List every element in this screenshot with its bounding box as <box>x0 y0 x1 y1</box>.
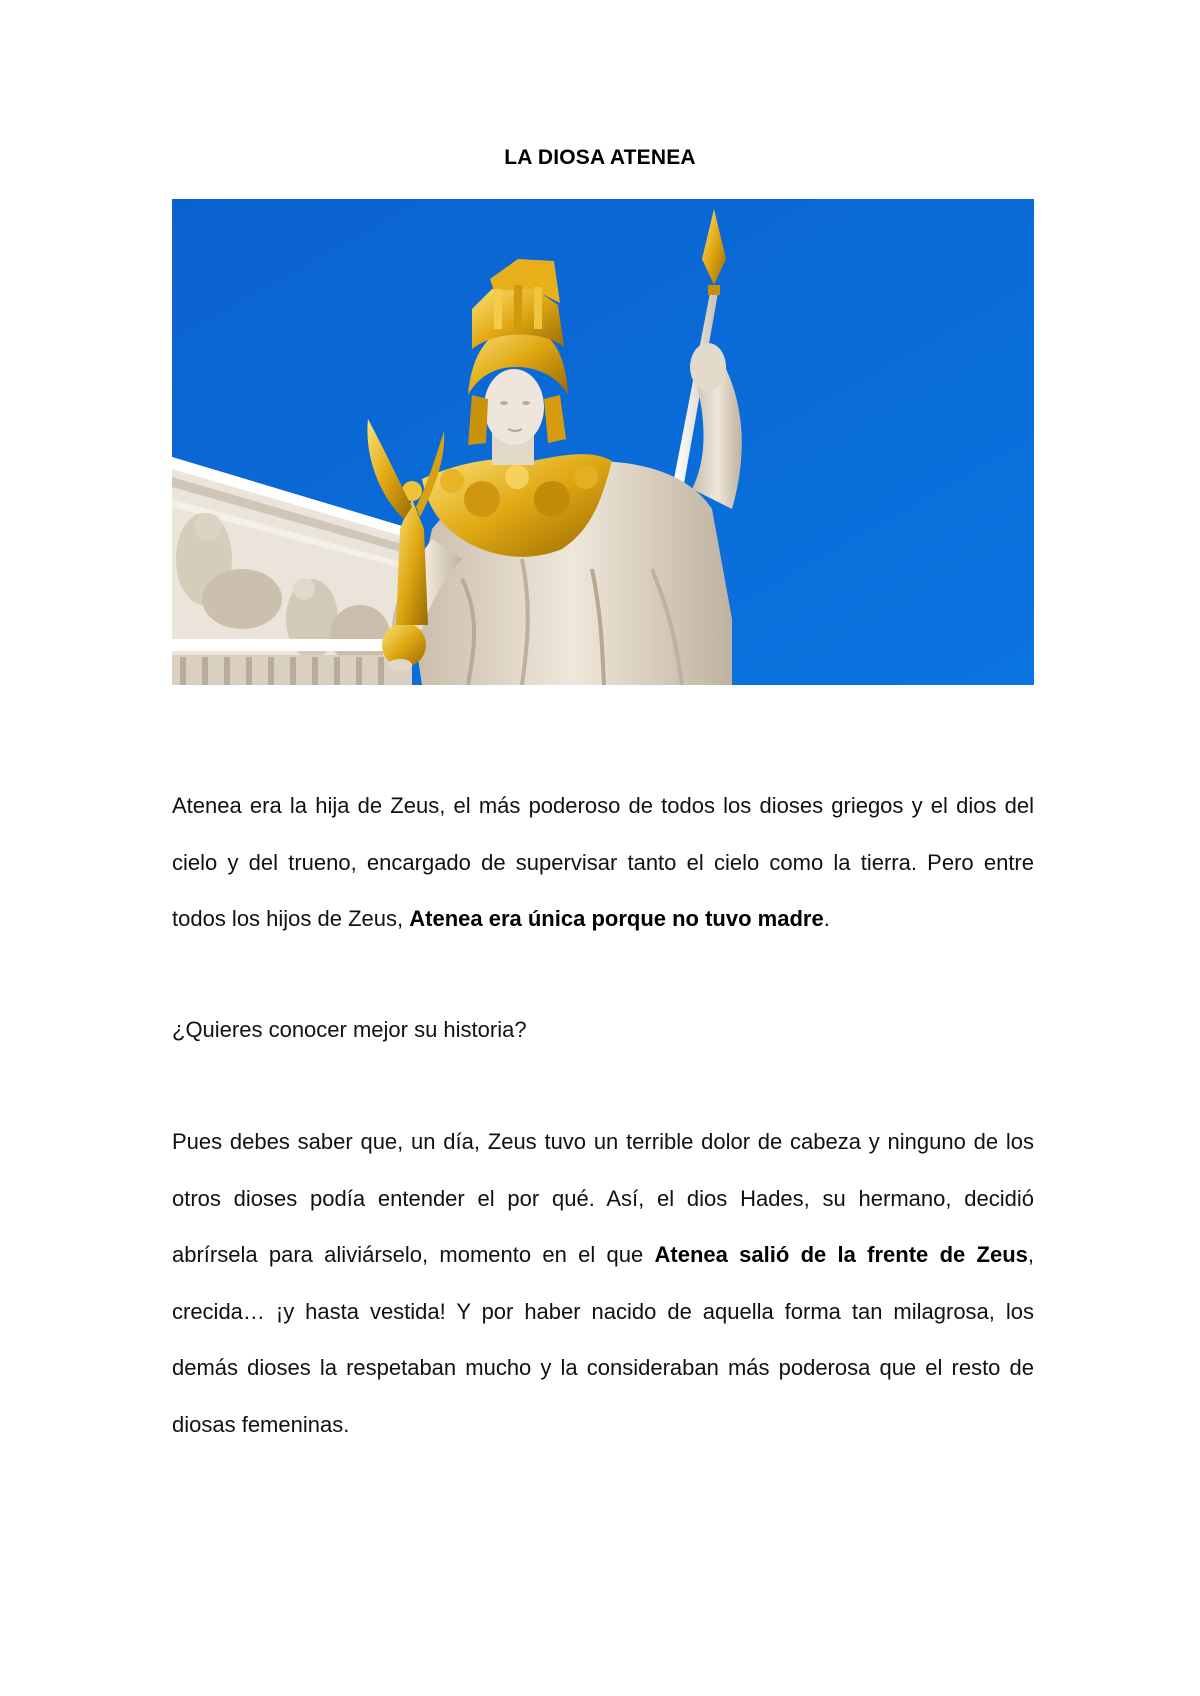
paragraph-intro-bold: Atenea era única porque no tuvo madre <box>409 906 824 931</box>
paragraph-story-end: , crecida… ¡y hasta vestida! Y por haber nacido de aquella forma tan milagrosa, los demás dioses la respetaban mucho y la consideraban más poderosa que el resto de diosas femeninas. <box>172 1242 1034 1437</box>
paragraph-story <box>172 1114 1034 1453</box>
paragraph-story-text: Pues debes saber que, un día, Zeus tuvo un terrible dolor de cabeza y ninguno de los otros dioses podía entender el por qué. Así, el dios Hades, su hermano, decidió abrírsela para aliviárselo, momento en el que <box>172 1129 1034 1267</box>
paragraph-question-text: ¿Quieres conocer mejor su historia? <box>172 1017 527 1042</box>
paragraph-intro <box>172 778 1034 948</box>
paragraph-story-bold: Atenea salió de la frente de Zeus <box>654 1242 1028 1267</box>
paragraph-intro-end: . <box>823 906 830 931</box>
paragraph-intro-text: Atenea era la hija de Zeus, el más poderoso de todos los dioses griegos y el dios del cielo y del trueno, encargado de supervisar tanto el cielo como la tierra. Pero entre todos los hijos de Zeus, <box>172 793 1034 931</box>
athena-statue-photo <box>172 199 1034 685</box>
paragraph-question <box>172 1002 1034 1059</box>
document-title: LA DIOSA ATENEA <box>504 146 696 169</box>
